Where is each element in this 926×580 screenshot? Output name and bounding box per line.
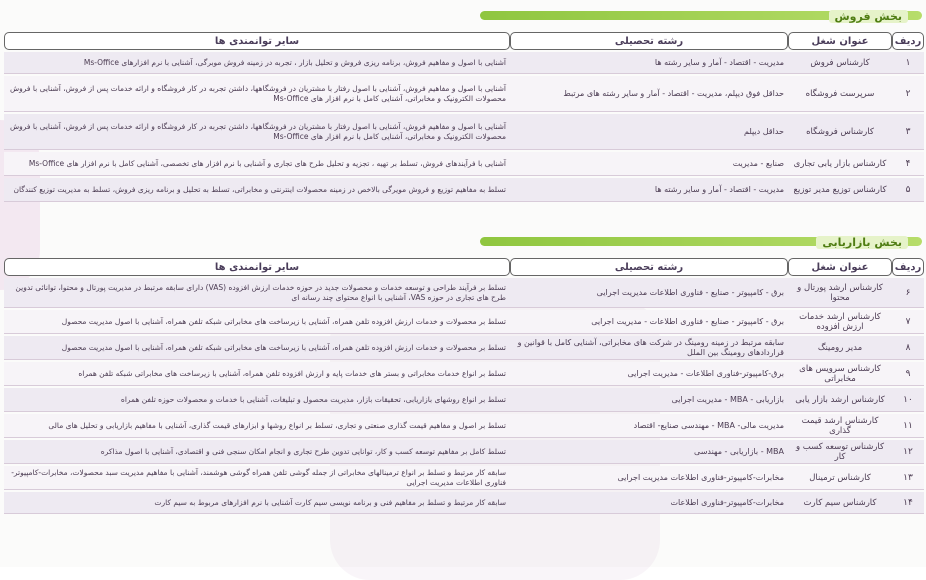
marketing-table xyxy=(4,256,924,516)
row-job-title: کارشناس ارشد بازار یابی xyxy=(788,388,892,412)
table-row xyxy=(4,388,924,412)
header-skills: سایر توانمندی ها xyxy=(4,32,510,50)
header-job: عنوان شغل xyxy=(788,258,892,276)
row-skills: سابقه کار مرتبط و تسلط بر انواع ترمینالهای مخابراتی از جمله گوشی تلفن همراه گوشی هوشمند، آشنایی با مفاهیم مدیریت سبد محصولات، مخابرات-کامپیوتر-فناوری اطلاعات مدیریت اجرایی xyxy=(4,466,510,490)
row-skills: تسلط بر فرآیند طراحی و توسعه خدمات و محصولات جدید در حوزه خدمات ارزش افزوده (VAS) دارای سابقه مرتبط در مدیریت پورتال و محتوا، توانائی تدوین طرح های تجاری در حوزه VAS، آشنایی با انواع محتوای چند رسانه ای xyxy=(4,278,510,308)
sales-table xyxy=(4,30,924,204)
header-edu: رشته تحصیلی xyxy=(510,258,788,276)
row-education: مدیریت - اقتصاد - آمار و سایر رشته ها xyxy=(510,178,788,202)
row-skills: تسلط بر انواع خدمات مخابراتی و بستر های خدمات پایه و ارزش افزوده تلفن همراه، آشنایی با زیرساخت های مخابراتی شبکه تلفن همراه xyxy=(4,362,510,386)
row-index: ۳ xyxy=(892,114,924,150)
row-education: بازاریابی - MBA - مدیریت اجرایی xyxy=(510,388,788,412)
row-job-title: کارشناس توسعه کسب و کار xyxy=(788,440,892,464)
row-index: ۱۴ xyxy=(892,492,924,514)
row-index: ۴ xyxy=(892,152,924,176)
row-skills: تسلط بر محصولات و خدمات ارزش افزوده تلفن همراه، آشنایی با زیرساخت های مخابراتی شبکه تلفن همراه، آشنایی با اصول مدیریت محصول xyxy=(4,310,510,334)
row-skills: تسلط بر انواع روشهای بازاریابی، تحقیقات بازار، مدیریت محصول و تبلیغات، آشنایی با خدمات و محصولات حوزه تلفن همراه xyxy=(4,388,510,412)
row-job-title: کارشناس بازار یابی تجاری xyxy=(788,152,892,176)
row-job-title: کارشناس فروشگاه xyxy=(788,114,892,150)
row-index: ۲ xyxy=(892,76,924,112)
row-job-title: کارشناس سیم کارت xyxy=(788,492,892,514)
row-job-title: کارشناس ارشد خدمات ارزش افزوده xyxy=(788,310,892,334)
header-job: عنوان شغل xyxy=(788,32,892,50)
row-index: ۷ xyxy=(892,310,924,334)
row-skills: تسلط به مفاهیم توزیع و فروش مویرگی بالاخص در زمینه محصولات اینترنتی و مخابراتی، تسلط به تحلیل و برنامه ریزی فروش، تسلط به مدیریت توزیع کنندگان xyxy=(4,178,510,202)
table-row xyxy=(4,152,924,176)
row-job-title: کارشناس سرویس های مخابراتی xyxy=(788,362,892,386)
row-index: ۱ xyxy=(892,52,924,74)
marketing-section-title: بخش بازاریابی xyxy=(816,236,908,249)
row-education: مدیریت مالی- MBA - مهندسی صنایع- اقتصاد xyxy=(510,414,788,438)
row-index: ۶ xyxy=(892,278,924,308)
row-index: ۱۰ xyxy=(892,388,924,412)
row-index: ۱۳ xyxy=(892,466,924,490)
table-row xyxy=(4,310,924,334)
table-row xyxy=(4,178,924,202)
table-row xyxy=(4,414,924,438)
row-index: ۱۱ xyxy=(892,414,924,438)
table-row xyxy=(4,114,924,150)
row-skills: سابقه کار مرتبط و تسلط بر مفاهیم فنی و برنامه نویسی سیم کارت آشنایی با نرم افزارهای مربوط به سیم کارت xyxy=(4,492,510,514)
row-skills: تسلط بر اصول و مفاهیم قیمت گذاری صنعتی و تجاری، تسلط بر انواع روشها و ابزارهای قیمت گذاری، آشنایی با مفاهیم بازاریابی و تحلیل های مالی xyxy=(4,414,510,438)
row-index: ۱۲ xyxy=(892,440,924,464)
header-skills: سایر توانمندی ها xyxy=(4,258,510,276)
row-skills: آشنایی با اصول و مفاهیم فروش، آشنایی با اصول رفتار با مشتریان در فروشگاهها، داشتن تجربه در کار فروشگاه و ارائه خدمات پس از فروش، آشنایی با فروش محصولات الکترونیک و مخابراتی، آشنایی کامل با نرم افزار های Ms-Office xyxy=(4,114,510,150)
row-job-title: مدیر رومینگ xyxy=(788,336,892,360)
table-row xyxy=(4,336,924,360)
row-skills: آشنایی با فرآیندهای فروش، تسلط بر تهیه ، تجزیه و تحلیل طرح های تجاری و آشنایی با نرم افزار های تخصصی، آشنایی کامل با نرم افزار های Ms-Office xyxy=(4,152,510,176)
sales-section-title: بخش فروش xyxy=(829,10,909,23)
row-job-title: کارشناس ترمینال xyxy=(788,466,892,490)
row-education: برق-کامپیوتر-فناوری اطلاعات - مدیریت اجرایی xyxy=(510,362,788,386)
table-row xyxy=(4,440,924,464)
row-education: حداقل دیپلم xyxy=(510,114,788,150)
row-job-title: کارشناس ارشد پورتال و محتوا xyxy=(788,278,892,308)
row-index: ۵ xyxy=(892,178,924,202)
table-row xyxy=(4,278,924,308)
row-education: برق - کامپیوتر - صنایع - فناوری اطلاعات - مدیریت اجرایی xyxy=(510,310,788,334)
row-education: مخابرات-کامپیوتر-فناوری اطلاعات مدیریت اجرایی xyxy=(510,466,788,490)
row-education: حداقل فوق دیپلم، مدیریت - اقتصاد - آمار و سایر رشته های مرتبط xyxy=(510,76,788,112)
table-row xyxy=(4,76,924,112)
table-row xyxy=(4,52,924,74)
table-row xyxy=(4,492,924,514)
row-skills: آشنایی با اصول و مفاهیم فروش، برنامه ریزی فروش و تحلیل بازار ، تجربه در زمینه فروش موبرگی، آشنایی با نرم افزارهای Ms-Office xyxy=(4,52,510,74)
row-skills: تسلط بر محصولات و خدمات ارزش افزوده تلفن همراه، آشنایی با زیرساخت های مخابراتی شبکه تلفن همراه، آشنایی با اصول مدیریت محصول xyxy=(4,336,510,360)
header-idx: ردیف xyxy=(892,32,924,50)
row-education: مدیریت - اقتصاد - آمار و سایر رشته ها xyxy=(510,52,788,74)
row-job-title: کارشناس ارشد قیمت گذاری xyxy=(788,414,892,438)
header-idx: ردیف xyxy=(892,258,924,276)
row-skills: تسلط کامل بر مفاهیم توسعه کسب و کار، توانایی تدوین طرح تجاری و انجام امکان سنجی فنی و اقتصادی، آشنایی با اصول مذاکره xyxy=(4,440,510,464)
row-education: صنایع - مدیریت xyxy=(510,152,788,176)
row-education: سابقه مرتبط در زمینه رومینگ در شرکت های مخابراتی، آشنایی کامل با قوانین و قراردادهای رومینگ بین الملل xyxy=(510,336,788,360)
row-education: برق - کامپیوتر - صنایع - فناوری اطلاعات مدیریت اجرایی xyxy=(510,278,788,308)
row-job-title: سرپرست فروشگاه xyxy=(788,76,892,112)
row-education: مخابرات-کامپیوتر-فناوری اطلاعات xyxy=(510,492,788,514)
table-row xyxy=(4,466,924,490)
row-index: ۹ xyxy=(892,362,924,386)
row-index: ۸ xyxy=(892,336,924,360)
row-education: MBA - بازاریابی - مهندسی xyxy=(510,440,788,464)
header-edu: رشته تحصیلی xyxy=(510,32,788,50)
row-job-title: کارشناس فروش xyxy=(788,52,892,74)
row-job-title: کارشناس توزیع مدیر توزیع xyxy=(788,178,892,202)
table-row xyxy=(4,362,924,386)
row-skills: آشنایی با اصول و مفاهیم فروش، آشنایی با اصول رفتار با مشتریان در فروشگاهها، داشتن تجربه در کار فروشگاه و ارائه خدمات پس از فروش، آشنایی با فروش محصولات الکترونیک و مخابراتی، آشنایی کامل با نرم افزار های Ms-Office xyxy=(4,76,510,112)
